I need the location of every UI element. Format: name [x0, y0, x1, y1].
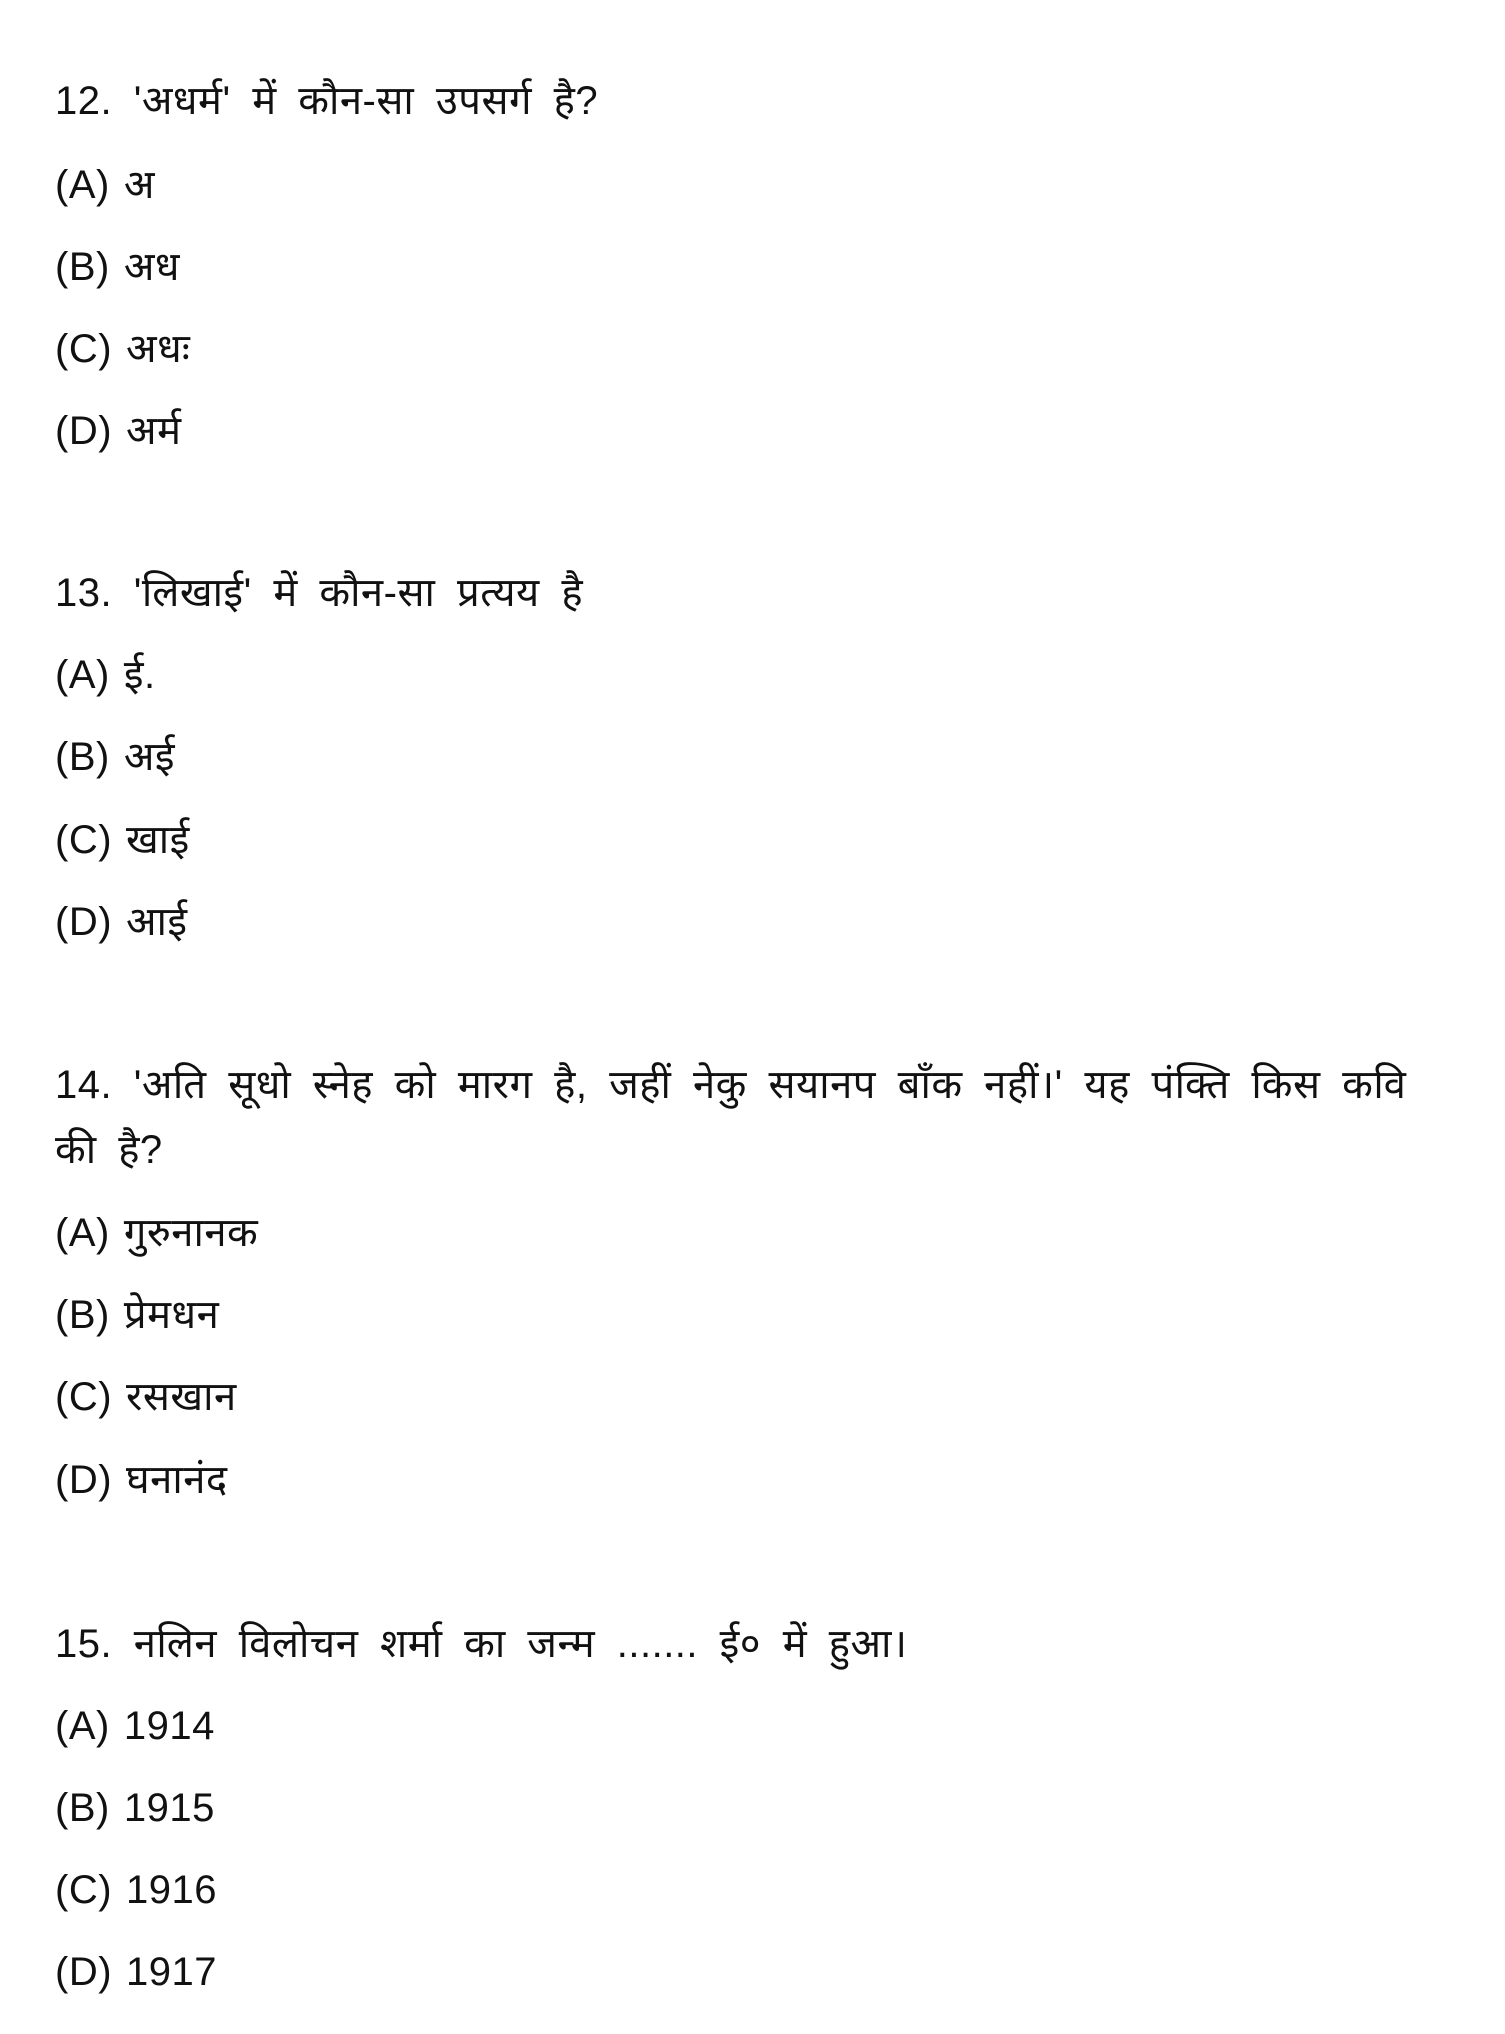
option-text: आई [126, 900, 188, 944]
option-15-a[interactable] [55, 1700, 215, 1752]
option-text: ई. [123, 653, 156, 697]
question-text: 'लिखाई' में कौन-सा प्रत्यय है [133, 571, 584, 615]
option-text: खाई [126, 818, 190, 862]
option-text: 1914 [123, 1704, 215, 1748]
option-label: (B) [55, 735, 110, 779]
question-number: 12. [55, 79, 113, 123]
question-number: 14. [55, 1063, 113, 1107]
option-15-d[interactable] [55, 1946, 217, 1998]
option-label: (D) [55, 409, 113, 453]
option-13-d[interactable] [55, 896, 188, 948]
option-text: रसखान [126, 1375, 237, 1419]
option-text: प्रेमधन [123, 1293, 220, 1337]
option-label: (D) [55, 1458, 113, 1502]
option-15-c[interactable] [55, 1864, 217, 1916]
option-14-a[interactable] [55, 1207, 258, 1259]
option-label: (C) [55, 818, 113, 862]
option-12-a[interactable] [55, 159, 155, 211]
option-12-d[interactable] [55, 405, 182, 457]
option-12-c[interactable] [55, 323, 190, 375]
option-text: अ [123, 163, 155, 207]
option-label: (B) [55, 1786, 110, 1830]
option-14-c[interactable] [55, 1371, 237, 1423]
option-label: (A) [55, 1704, 110, 1748]
option-label: (A) [55, 1211, 110, 1255]
option-label: (D) [55, 1950, 113, 1994]
option-13-a[interactable] [55, 649, 156, 701]
question-text: 'अधर्म' में कौन-सा उपसर्ग है? [133, 79, 599, 123]
question-text: नलिन विलोचन शर्मा का जन्म ....... ई० में हुआ। [133, 1622, 908, 1666]
option-text: अई [123, 735, 176, 779]
option-label: (D) [55, 900, 113, 944]
option-12-b[interactable] [55, 241, 180, 293]
option-15-b[interactable] [55, 1782, 215, 1834]
question-14-continued [55, 1124, 163, 1176]
option-text: 1916 [126, 1868, 218, 1912]
option-label: (B) [55, 1293, 110, 1337]
option-label: (B) [55, 245, 110, 289]
option-text: अध [123, 245, 180, 289]
question-number: 15. [55, 1622, 113, 1666]
question-text-line-2: की है? [55, 1128, 163, 1172]
option-text: घनानंद [126, 1458, 228, 1502]
option-text: 1917 [126, 1950, 218, 1994]
option-13-c[interactable] [55, 814, 190, 866]
question-12 [55, 75, 598, 127]
option-label: (C) [55, 327, 113, 371]
question-15 [55, 1618, 908, 1670]
option-label: (C) [55, 1375, 113, 1419]
option-text: 1915 [123, 1786, 215, 1830]
option-text: अधः [126, 327, 191, 371]
question-text-line-1: 'अति सूधो स्नेह को मारग है, जहीं नेकु सयानप बाँक नहीं।' यह पंक्ति किस कवि [133, 1063, 1407, 1107]
option-text: अर्म [126, 409, 182, 453]
option-13-b[interactable] [55, 731, 175, 783]
question-number: 13. [55, 571, 113, 615]
option-label: (C) [55, 1868, 113, 1912]
option-label: (A) [55, 653, 110, 697]
question-13 [55, 567, 583, 619]
option-14-d[interactable] [55, 1454, 228, 1506]
option-label: (A) [55, 163, 110, 207]
question-14 [55, 1059, 1406, 1111]
option-text: गुरुनानक [123, 1211, 259, 1255]
option-14-b[interactable] [55, 1289, 219, 1341]
